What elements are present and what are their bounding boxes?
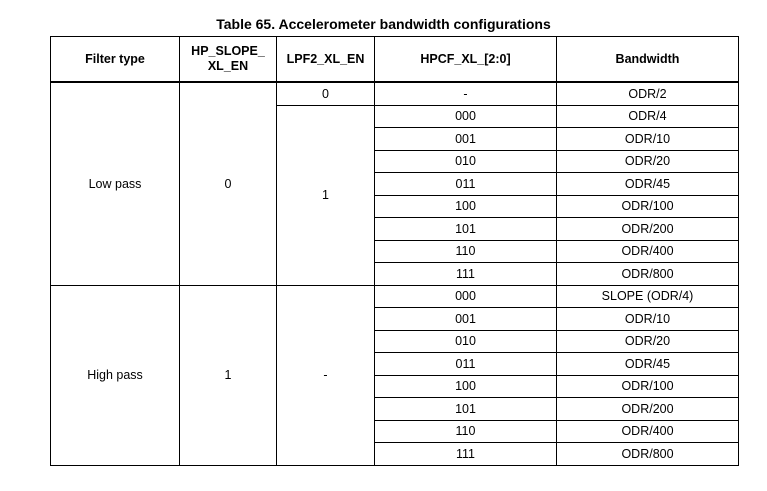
hpcf-cell: 001 [375,128,557,151]
table-caption: Table 65. Accelerometer bandwidth configurations [216,16,551,32]
bandwidth-cell: ODR/800 [557,263,739,286]
hp-slope-high-pass: 1 [180,285,277,465]
hpcf-cell: 011 [375,353,557,376]
bandwidth-cell: ODR/4 [557,105,739,128]
bandwidth-cell: ODR/100 [557,195,739,218]
bandwidth-cell: SLOPE (ODR/4) [557,285,739,308]
bandwidth-table [50,36,739,466]
hpcf-cell: 000 [375,285,557,308]
bandwidth-cell: ODR/45 [557,353,739,376]
lpf2-cell: 0 [277,82,375,105]
table-row [51,82,739,105]
hpcf-cell: 000 [375,105,557,128]
filter-type-high-pass: High pass [51,285,180,465]
header-lpf2: LPF2_XL_EN [277,37,375,83]
bandwidth-cell: ODR/800 [557,443,739,466]
bandwidth-cell: ODR/45 [557,173,739,196]
bandwidth-cell: ODR/10 [557,308,739,331]
bandwidth-cell: ODR/400 [557,420,739,443]
header-hp-slope [180,37,277,83]
table-row [51,285,739,308]
header-bandwidth: Bandwidth [557,37,739,83]
bandwidth-cell: ODR/20 [557,150,739,173]
hpcf-cell: 111 [375,443,557,466]
hpcf-cell: 101 [375,218,557,241]
hpcf-cell: 011 [375,173,557,196]
hpcf-cell: - [375,82,557,105]
hpcf-cell: 111 [375,263,557,286]
hpcf-cell: 100 [375,375,557,398]
header-hpcf: HPCF_XL_[2:0] [375,37,557,83]
bandwidth-cell: ODR/10 [557,128,739,151]
hpcf-cell: 110 [375,240,557,263]
bandwidth-cell: ODR/200 [557,398,739,421]
hpcf-cell: 010 [375,150,557,173]
header-row [51,37,739,83]
lpf2-cell: 1 [277,105,375,285]
header-filter-type: Filter type [51,37,180,83]
hpcf-cell: 101 [375,398,557,421]
filter-type-low-pass: Low pass [51,82,180,285]
hpcf-cell: 010 [375,330,557,353]
bandwidth-cell: ODR/200 [557,218,739,241]
bandwidth-cell: ODR/20 [557,330,739,353]
header-hp-slope-line2: XL_EN [207,59,249,73]
hpcf-cell: 100 [375,195,557,218]
hpcf-cell: 110 [375,420,557,443]
hpcf-cell: 001 [375,308,557,331]
hp-slope-low-pass: 0 [180,82,277,285]
header-hp-slope-line1: HP_SLOPE_ [191,44,265,58]
lpf2-cell: - [277,285,375,465]
bandwidth-cell: ODR/400 [557,240,739,263]
bandwidth-cell: ODR/2 [557,82,739,105]
bandwidth-cell: ODR/100 [557,375,739,398]
